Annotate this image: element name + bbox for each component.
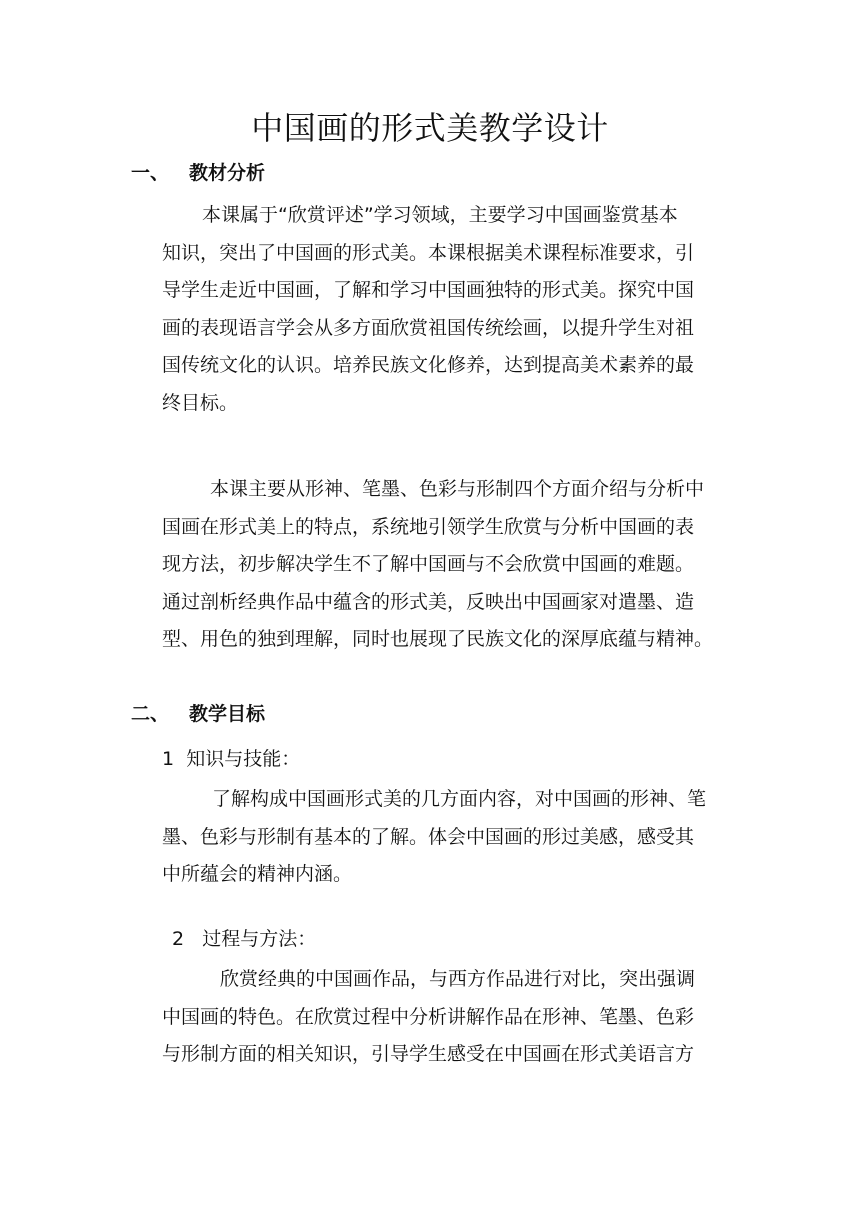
paragraph-line: 了解构成中国画形式美的几方面内容，对中国画的形神、笔 <box>212 788 707 810</box>
paragraph-line: 通过剖析经典作品中蕴含的形式美，反映出中国画家对遣墨、造 <box>162 590 695 613</box>
paragraph-line: 画的表现语言学会从多方面欣赏祖国传统绘画，以提升学生对祖 <box>162 316 695 339</box>
paragraph-line: 本课主要从形神、笔墨、色彩与形制四个方面介绍与分析中 <box>210 478 705 500</box>
paragraph-1 <box>162 197 732 422</box>
section-heading-2 <box>131 699 265 729</box>
paragraph-line: 与形制方面的相关知识，引导学生感受在中国画在形式美语言方 <box>162 1043 695 1065</box>
paragraph-3 <box>162 781 732 894</box>
subheading-number-2: 2 <box>172 928 185 950</box>
paragraph-line: 墨、色彩与形制有基本的了解。体会中国画的形过美感，感受其 <box>162 825 695 848</box>
document-title: 中国画的形式美教学设计 <box>251 109 609 147</box>
paragraph-line: 欣赏经典的中国画作品，与西方作品进行对比，突出强调 <box>220 968 696 990</box>
section-title-1: 教材分析 <box>189 162 266 184</box>
section-heading-1 <box>131 158 265 188</box>
paragraph-line: 中所蕴会的精神内涵。 <box>162 863 353 885</box>
paragraph-line: 本课属于“欣赏评述”学习领域，主要学习中国画鉴赏基本 <box>202 204 678 226</box>
subheading-2 <box>172 924 316 954</box>
paragraph-2 <box>162 471 732 659</box>
paragraph-line: 现方法，初步解决学生不了解中国画与不会欣赏中国画的难题。 <box>162 553 695 575</box>
paragraph-line: 知识，突出了中国画的形式美。本课根据美术课程标准要求，引 <box>162 241 695 264</box>
subheading-label-1: 知识与技能： <box>186 748 301 770</box>
subheading-number-1: 1 <box>162 748 175 770</box>
paragraph-line: 终目标。 <box>162 391 239 414</box>
section-number-1: 一、 <box>131 162 170 184</box>
subheading-label-2: 过程与方法： <box>202 928 317 950</box>
paragraph-line: 型、用色的独到理解，同时也展现了民族文化的深厚底蕴与精神。 <box>162 628 714 650</box>
section-title-2: 教学目标 <box>189 703 266 725</box>
paragraph-line: 中国画的特色。在欣赏过程中分析讲解作品在形神、笔墨、色彩 <box>162 1005 695 1028</box>
paragraph-4 <box>162 961 732 1074</box>
subheading-1 <box>162 744 300 774</box>
section-number-2: 二、 <box>131 703 170 725</box>
paragraph-line: 国画在形式美上的特点，系统地引领学生欣赏与分析中国画的表 <box>162 515 695 538</box>
paragraph-line: 国传统文化的认识。培养民族文化修养，达到提高美术素养的最 <box>162 354 695 376</box>
paragraph-line: 导学生走近中国画，了解和学习中国画独特的形式美。探究中国 <box>162 279 695 301</box>
